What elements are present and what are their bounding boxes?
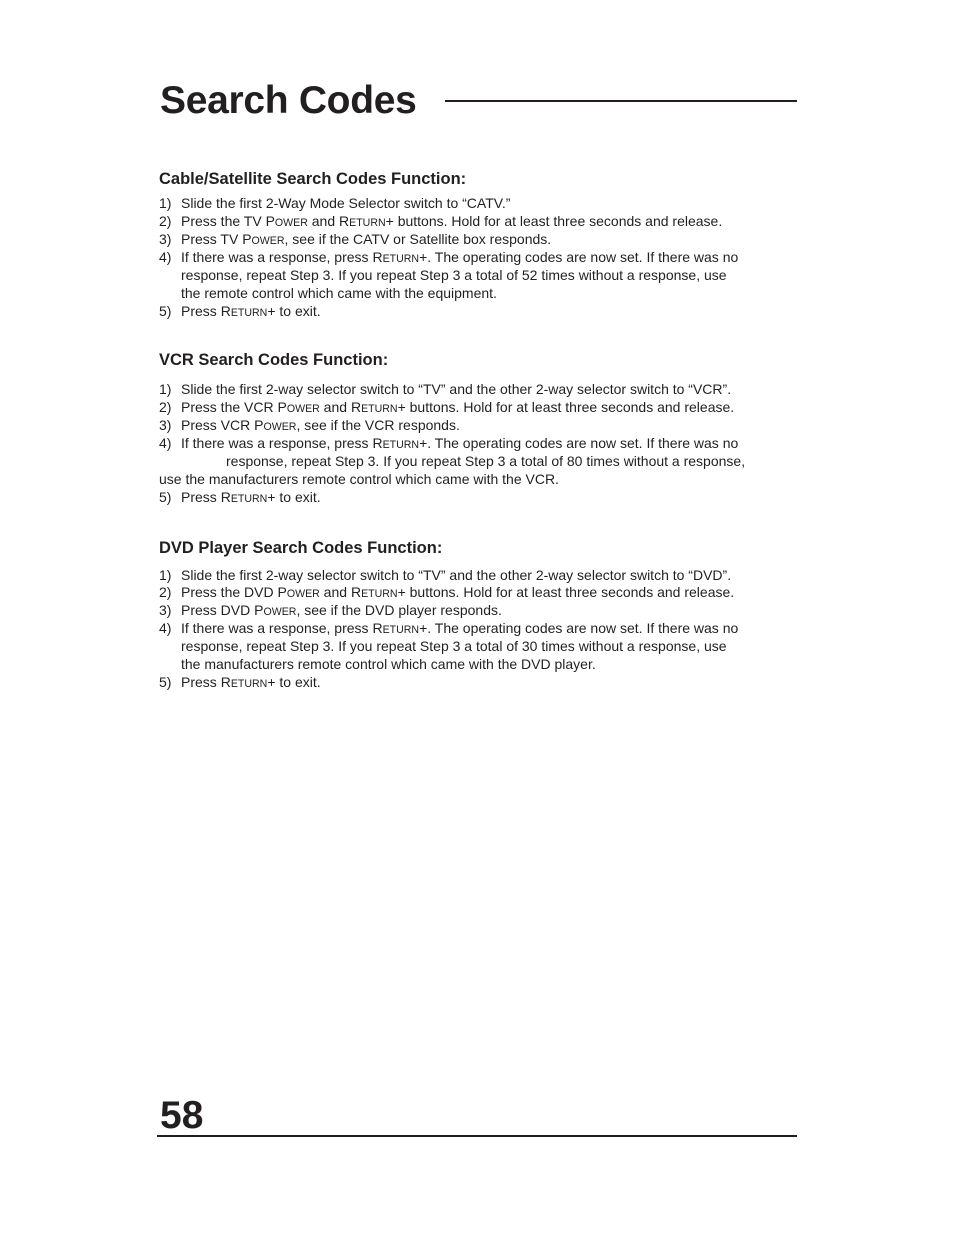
- dvd-step-1: 1) Slide the first 2-way selector switch to “TV” and the other 2-way selector switch to “DVD”.: [159, 567, 732, 583]
- title-rule: [445, 100, 797, 102]
- dvd-step-2: 2) Press the DVD POWER and RETURN+ buttons. Hold for at least three seconds and release.: [159, 584, 735, 600]
- page-number: 58: [160, 1094, 204, 1137]
- dvd-step-3: 3) Press DVD POWER, see if the DVD player responds.: [159, 602, 502, 618]
- vcr-step-1: 1) Slide the first 2-way selector switch to “TV” and the other 2-way selector switch to “VCR”.: [159, 381, 732, 397]
- cable-step-4-line-3: the remote control which came with the equipment.: [181, 285, 497, 301]
- cable-step-4-line-2: response, repeat Step 3. If you repeat Step 3 a total of 52 times without a response, use: [181, 267, 727, 283]
- vcr-step-4-line-3: use the manufacturers remote control which came with the VCR.: [159, 471, 559, 487]
- vcr-step-4-line-2: response, repeat Step 3. If you repeat Step 3 a total of 80 times without a response,: [226, 453, 746, 469]
- dvd-step-4-line-3: the manufacturers remote control which came with the DVD player.: [181, 656, 596, 672]
- dvd-section-heading: DVD Player Search Codes Function:: [159, 539, 443, 557]
- page-title: Search Codes: [160, 79, 417, 122]
- cable-section-heading: Cable/Satellite Search Codes Function:: [159, 170, 467, 188]
- dvd-step-4: 4) If there was a response, press RETURN+. The operating codes are now set. If there was no: [159, 620, 739, 636]
- cable-step-2: 2) Press the TV POWER and RETURN+ buttons. Hold for at least three seconds and release.: [159, 213, 723, 229]
- dvd-step-5: 5) Press RETURN+ to exit.: [159, 674, 321, 690]
- footer-rule: [157, 1135, 797, 1137]
- cable-step-4: 4) If there was a response, press RETURN+. The operating codes are now set. If there was no: [159, 249, 739, 265]
- vcr-section-heading: VCR Search Codes Function:: [159, 351, 389, 369]
- cable-step-5: 5) Press RETURN+ to exit.: [159, 303, 321, 319]
- dvd-step-4-line-2: response, repeat Step 3. If you repeat Step 3 a total of 30 times without a response, use: [181, 638, 727, 654]
- vcr-step-4: 4) If there was a response, press RETURN+. The operating codes are now set. If there was no: [159, 435, 739, 451]
- cable-step-3: 3) Press TV POWER, see if the CATV or Satellite box responds.: [159, 231, 552, 247]
- vcr-step-2: 2) Press the VCR POWER and RETURN+ buttons. Hold for at least three seconds and release.: [159, 399, 735, 415]
- vcr-step-5: 5) Press RETURN+ to exit.: [159, 489, 321, 505]
- cable-step-1: 1) Slide the first 2-Way Mode Selector switch to “CATV.”: [159, 195, 511, 211]
- vcr-step-3: 3) Press VCR POWER, see if the VCR responds.: [159, 417, 460, 433]
